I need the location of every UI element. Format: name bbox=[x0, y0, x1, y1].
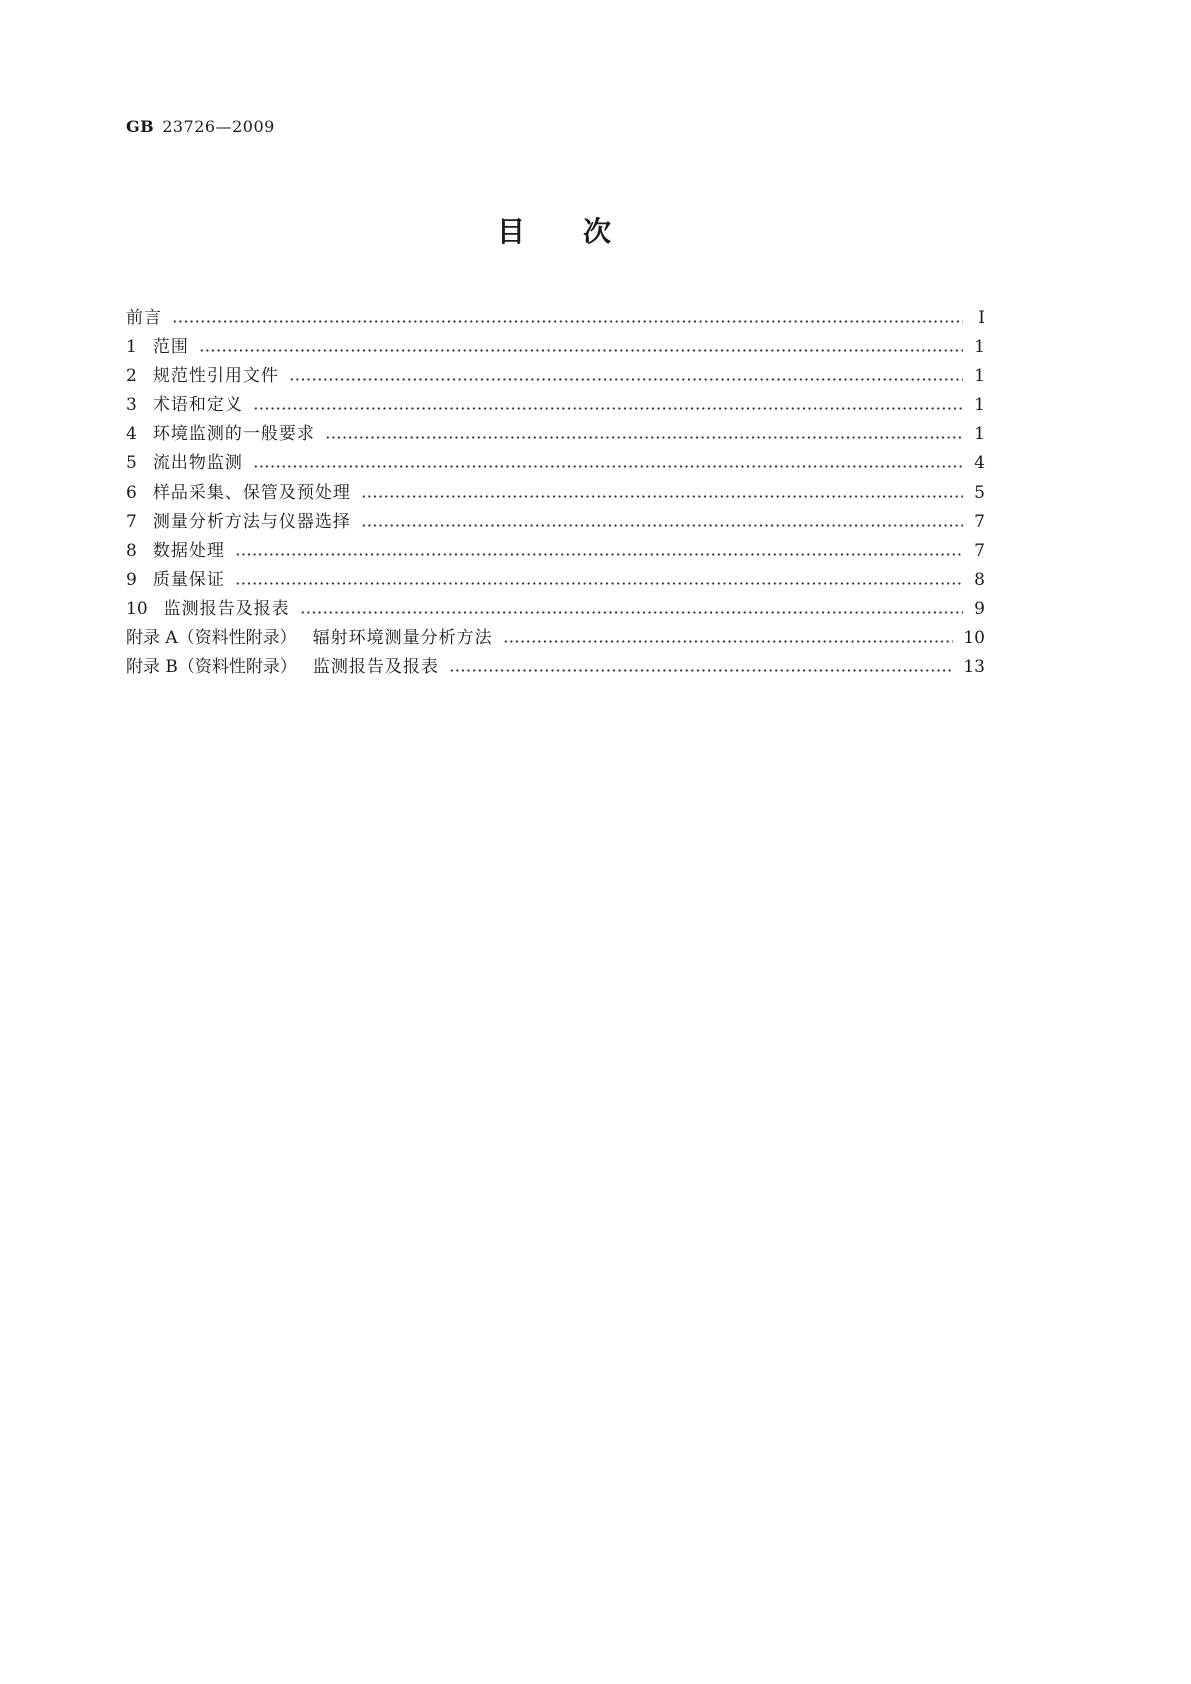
dot-leader bbox=[235, 553, 963, 556]
dot-leader bbox=[289, 378, 963, 381]
toc-entry-title: 质量保证 bbox=[152, 569, 225, 590]
dot-leader bbox=[449, 669, 953, 672]
toc-entry bbox=[126, 479, 985, 508]
toc-entry bbox=[126, 362, 985, 391]
toc-entry-title: 术语和定义 bbox=[152, 395, 243, 416]
toc-entry-page: 7 bbox=[974, 540, 985, 561]
toc-entry bbox=[126, 595, 985, 624]
dot-leader bbox=[253, 465, 963, 468]
standard-prefix: GB bbox=[126, 117, 155, 136]
toc-entry-page: 1 bbox=[974, 337, 985, 358]
toc-entry-page: 1 bbox=[974, 424, 985, 445]
toc-entry-number: 4 bbox=[126, 424, 137, 445]
dot-leader bbox=[361, 524, 963, 527]
toc-entry bbox=[126, 391, 985, 420]
toc-entry-number: 6 bbox=[126, 482, 137, 503]
toc-entry-page: Ⅰ bbox=[978, 308, 985, 328]
toc-entry-page: 4 bbox=[974, 453, 985, 474]
dot-leader bbox=[325, 436, 963, 439]
toc-entry-title: 范围 bbox=[152, 337, 189, 358]
toc-entry-page: 1 bbox=[974, 395, 985, 416]
toc-entry bbox=[126, 333, 985, 362]
dot-leader bbox=[361, 495, 963, 498]
toc-entry-page: 1 bbox=[974, 366, 985, 387]
toc-appendix-label: 附录 A（资料性附录） bbox=[126, 628, 297, 649]
dot-leader bbox=[172, 320, 963, 323]
page-title: 目次 bbox=[497, 215, 670, 248]
toc-entry-number: 8 bbox=[126, 540, 137, 561]
toc-entry bbox=[126, 566, 985, 595]
toc-entry-appendix bbox=[126, 653, 985, 682]
toc-entry-page: 7 bbox=[974, 511, 985, 532]
toc-entry bbox=[126, 449, 985, 478]
toc-entry bbox=[126, 420, 985, 449]
toc-entry-page: 13 bbox=[963, 657, 985, 678]
toc-entry-title: 前言 bbox=[126, 308, 162, 328]
toc-entry-title: 流出物监测 bbox=[152, 453, 243, 474]
toc-entry-title: 测量分析方法与仪器选择 bbox=[152, 511, 351, 532]
toc-entry-number: 1 bbox=[126, 337, 137, 358]
dot-leader bbox=[300, 611, 963, 614]
toc-entry bbox=[126, 537, 985, 566]
dot-leader bbox=[253, 407, 963, 410]
toc-entry-number: 7 bbox=[126, 511, 137, 532]
table-of-contents bbox=[126, 304, 985, 682]
toc-entry bbox=[126, 304, 985, 333]
toc-entry-page: 10 bbox=[963, 628, 985, 649]
toc-entry-title: 数据处理 bbox=[152, 540, 225, 561]
toc-entry-page: 5 bbox=[974, 482, 985, 503]
toc-entry-page: 8 bbox=[974, 569, 985, 590]
toc-entry-title: 规范性引用文件 bbox=[152, 366, 279, 387]
toc-entry-number: 10 bbox=[126, 598, 148, 619]
standard-code-header bbox=[126, 116, 275, 138]
toc-entry-number: 2 bbox=[126, 366, 137, 387]
toc-entry-title: 辐射环境测量分析方法 bbox=[312, 628, 493, 649]
standard-number: 23726—2009 bbox=[162, 117, 275, 136]
toc-entry-number: 3 bbox=[126, 395, 137, 416]
toc-entry-title: 环境监测的一般要求 bbox=[152, 424, 315, 445]
toc-appendix-label: 附录 B（资料性附录） bbox=[126, 657, 297, 678]
toc-entry bbox=[126, 508, 985, 537]
toc-entry-number: 5 bbox=[126, 453, 137, 474]
toc-entry-appendix bbox=[126, 624, 985, 653]
toc-entry-title: 样品采集、保管及预处理 bbox=[152, 482, 351, 503]
toc-entry-title: 监测报告及报表 bbox=[163, 598, 290, 619]
toc-entry-title: 监测报告及报表 bbox=[312, 657, 439, 678]
dot-leader bbox=[199, 349, 963, 352]
toc-entry-page: 9 bbox=[974, 598, 985, 619]
toc-entry-number: 9 bbox=[126, 569, 137, 590]
dot-leader bbox=[235, 582, 963, 585]
dot-leader bbox=[503, 640, 954, 643]
